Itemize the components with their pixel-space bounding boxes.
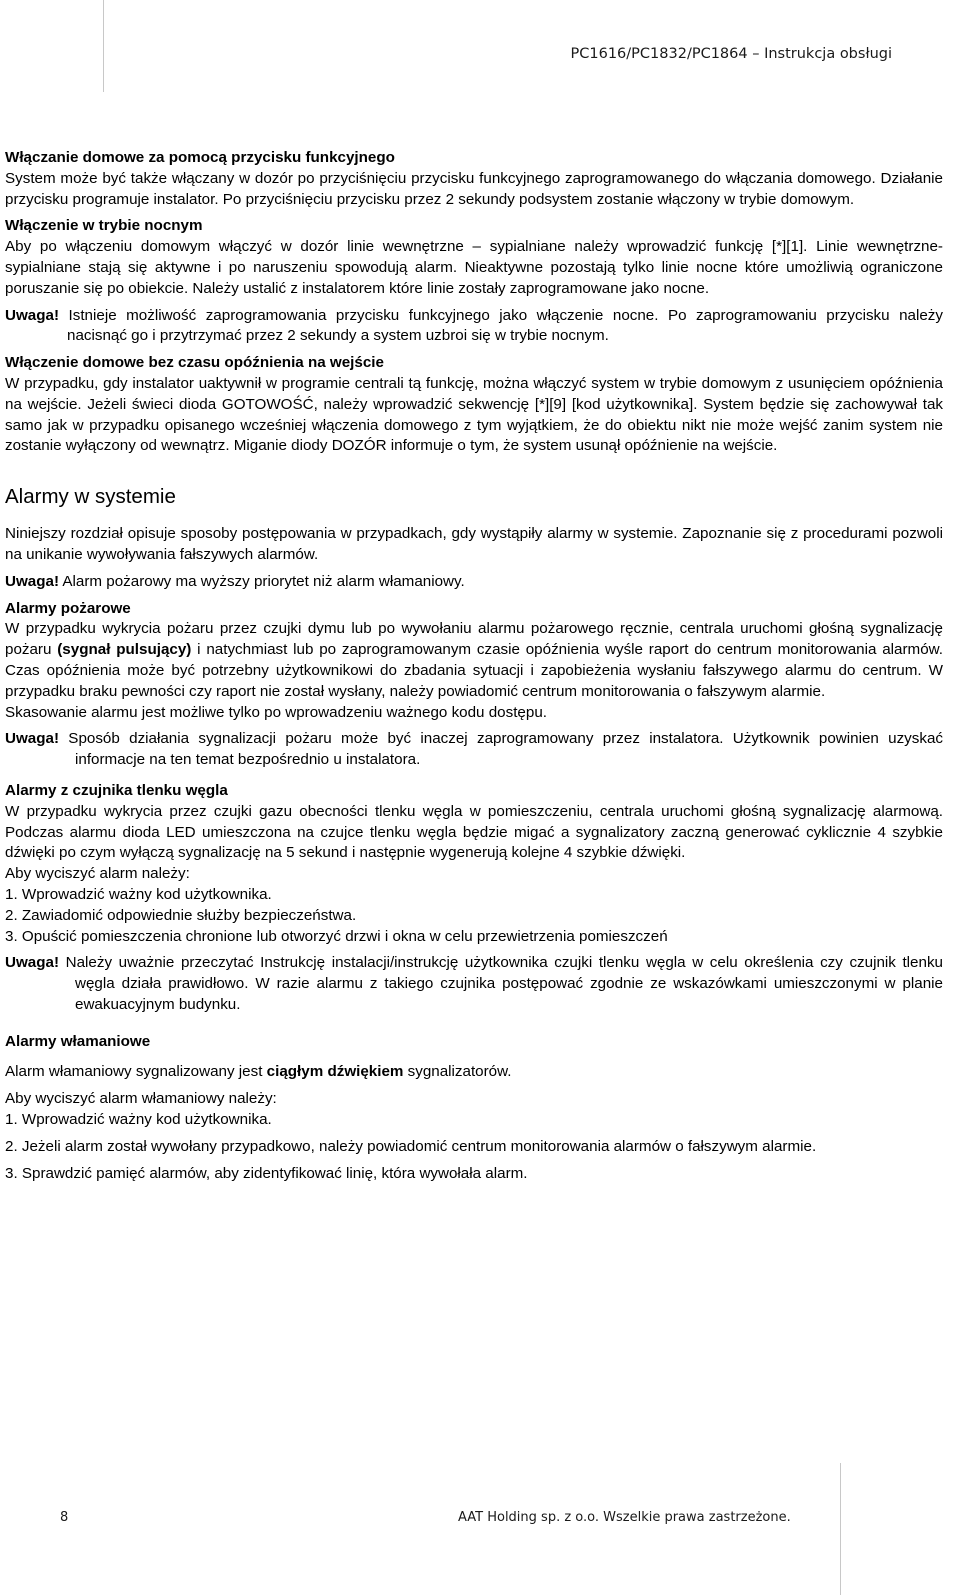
list-item-burglary-step: 3. Sprawdzić pamięć alarmów, aby zidentyfikować linię, która wywołała alarm. [5, 1164, 528, 1182]
section-title-alarms: Alarmy w systemie [5, 485, 176, 509]
list-item-burglary-step: 2. Jeżeli alarm został wywołany przypadkowo, należy powiadomić centrum monitorowania alarmów o fałszywym alarmie. [5, 1137, 817, 1155]
footer-divider [840, 1463, 841, 1595]
paragraph-burglary-alarms [5, 1062, 943, 1083]
note-label: Uwaga! [5, 954, 60, 972]
note-label: Uwaga! [5, 730, 60, 748]
page-content [5, 148, 943, 1184]
heading-home-arming-function-key: Włączanie domowe za pomocą przycisku funkcyjnego [5, 149, 395, 166]
header-divider [103, 0, 104, 92]
fire-body-part: W przypadku wykrycia pożaru przez czujki dymu lub po wywołaniu alarmu pożarowego ręcznie, centrala uruchomi głośną sygnalizację pożaru [5, 620, 943, 659]
heading-home-no-entry-delay: Włączenie domowe bez czasu opóźnienia na wejście [5, 354, 384, 372]
note-night-mode [5, 306, 943, 348]
heading-night-mode: Włączenie w trybie nocnym [5, 217, 203, 235]
paragraph-home-arming-function-key: System może być także włączany w dozór po przyciśnięciu przycisku funkcyjnego zaprogramowanego do włączania domowego. Działanie przycisku programuje instalator. Po przyciśnięciu przycisku przez 2 sekundy podsystem zostanie włączony w trybie domowym. [5, 169, 943, 208]
note-alarm-priority [5, 572, 943, 593]
paragraph-fire-cancel: Skasowanie alarmu jest możliwe tylko po wprowadzeniu ważnego kodu dostępu. [5, 703, 547, 721]
page-number: 8 [60, 1510, 69, 1525]
note-label: Uwaga! [5, 306, 60, 324]
heading-burglary-alarms: Alarmy włamaniowe [5, 1032, 151, 1050]
paragraph-co-silence: Aby wyciszyć alarm należy: [5, 865, 190, 883]
document-header-title: PC1616/PC1832/PC1864 – Instrukcja obsługi [570, 46, 892, 62]
paragraph-fire-alarms [5, 619, 943, 702]
paragraph-home-no-entry-delay: W przypadku, gdy instalator uaktywnił w programie centrali tą funkcję, można włączyć system w trybie domowym z usunięciem opóźnienia na wejście. Jeżeli świeci dioda GOTOWOŚĆ, należy wprowadzić sekwencję [*][9] [kod użytkownika]. System będzie się zachowywał tak samo jak w przypadku opisanego wcześniej włączenia domowego z tym wyjątkiem, że do obiektu nikt nie może wejść zanim system nie zostanie wyłączony od wewnątrz. Miganie diody DOZÓR informuje o tym, że system usunął opóźnienie na wejście. [5, 374, 943, 455]
note-co-detector [5, 953, 943, 1015]
burglary-body-emphasis: ciągłym dźwiękiem [266, 1063, 404, 1081]
heading-co-alarms: Alarmy z czujnika tlenku węgla [5, 781, 228, 799]
fire-body-emphasis: (sygnał pulsujący) [57, 641, 192, 659]
burglary-body-part: sygnalizatorów. [403, 1063, 512, 1081]
list-item-co-step: 3. Opuścić pomieszczenia chronione lub otworzyć drzwi i okna w celu przewietrzenia pomieszczeń [5, 927, 668, 945]
paragraph-co-alarms: W przypadku wykrycia przez czujki gazu obecności tlenku węgla w pomieszczeniu, centrala uruchomi głośną sygnalizację alarmową. Podczas alarmu dioda LED umieszczona na czujce tlenku węgla będzie migać a sygnalizatory zaczną generować cyklicznie 4 szybkie dźwięki po czym wyłączą sygnalizację na 5 sekund i następnie wygenerują kolejne 4 szybkie dźwięki. [5, 802, 943, 862]
list-item-burglary-step: 1. Wprowadzić ważny kod użytkownika. [5, 1111, 272, 1129]
paragraph-alarms-intro: Niniejszy rozdział opisuje sposoby postępowania w przypadkach, gdy wystąpiły alarmy w systemie. Zapoznanie się z procedurami pozwoli na unikanie wywoływania fałszywych alarmów. [5, 525, 943, 563]
heading-fire-alarms: Alarmy pożarowe [5, 599, 131, 617]
burglary-body-part: Alarm włamaniowy sygnalizowany jest [5, 1063, 267, 1081]
list-item-co-step: 2. Zawiadomić odpowiednie służby bezpieczeństwa. [5, 906, 357, 924]
fire-body-part: i natychmiast lub po zaprogramowanym czasie opóźnienia wyśle raport do centrum monitorowania alarmów. Czas opóźnienia może być potrzebny użytkownikowi do zbadania sytuacji i zapobieżenia wysłaniu fałszywego alarmu do centrum. W przypadku braku pewności czy raport nie został wysłany, należy powiadomić centrum monitorowania o fałszywym alarmie. [5, 641, 943, 700]
footer-copyright: AAT Holding sp. z o.o. Wszelkie prawa zastrzeżone. [458, 1510, 791, 1525]
note-fire-signaling [5, 729, 943, 771]
paragraph-burglary-silence: Aby wyciszyć alarm włamaniowy należy: [5, 1090, 277, 1108]
note-text: Alarm pożarowy ma wyższy priorytet niż alarm włamaniowy. [59, 572, 465, 590]
paragraph-night-mode: Aby po włączeniu domowym włączyć w dozór linie wewnętrzne – sypialniane należy wprowadzić funkcję [*][1]. Linie wewnętrzne-sypialniane stają się aktywne i po naruszeniu spowodują alarm. Nieaktywne pozostają tylko linie nocne które umożliwią ograniczone poruszanie się po obiekcie. Należy ustalić z instalatorem które linie zostały zaprogramowane jako nocne. [5, 238, 943, 297]
note-text: Istnieje możliwość zaprogramowania przycisku funkcyjnego jako włączenie nocne. Po zaprogramowaniu przycisku należy nacisnąć go i przytrzymać przez 2 sekundy a system uzbroi się w trybie nocnym. [59, 306, 943, 345]
note-text: Sposób działania sygnalizacji pożaru może być inaczej zaprogramowany przez instalatora. Użytkownik powinien uzyskać informacje na ten temat bezpośrednio u instalatora. [59, 730, 943, 769]
list-item-co-step: 1. Wprowadzić ważny kod użytkownika. [5, 885, 272, 903]
note-text: Należy uważnie przeczytać Instrukcję instalacji/instrukcję użytkownika czujki tlenku węgla w celu określenia czy czujnik tlenku węgla działa prawidłowo. W razie alarmu z takiego czujnika postępować zgodnie ze wskazówkami umieszczonymi w planie ewakuacyjnym budynku. [59, 954, 943, 1013]
note-label: Uwaga! [5, 572, 60, 590]
